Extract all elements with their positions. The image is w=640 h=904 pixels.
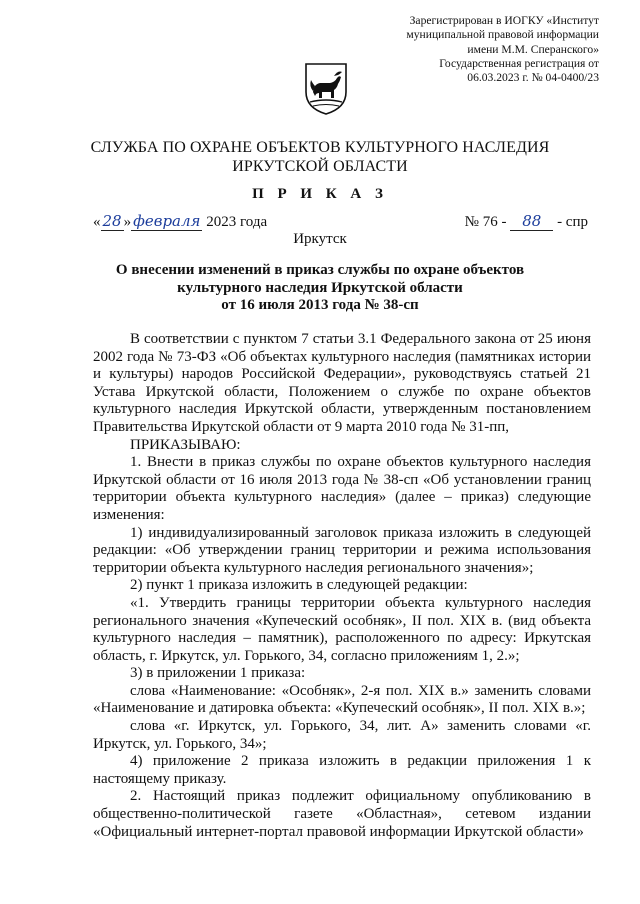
number-prefix: № 76 -: [464, 214, 507, 230]
document-number: [465, 212, 588, 231]
subitem-2: 2) пункт 1 приказа изложить в следующей редакции:: [130, 577, 468, 594]
title-line: О внесении изменений в приказ службы по охране объектов: [115, 262, 525, 278]
document-city: Иркутск: [293, 231, 347, 247]
date-quote-close: »: [123, 214, 132, 230]
subitem-3-change-2: слова «г. Иркутск, ул. Горького, 34, лит. А» заменить словами «г. Иркутск, ул. Горького, 34»;: [93, 718, 591, 752]
document-date: [93, 212, 267, 231]
organization-line: ИРКУТСКОЙ ОБЛАСТИ: [232, 158, 408, 175]
registration-line: 06.03.2023 г. № 04-0400/23: [467, 71, 599, 85]
registration-line: Зарегистрирован в ИОГКУ «Институт: [409, 14, 599, 27]
number-handwritten: 88: [510, 212, 553, 231]
registration-line: муниципальной правовой информации: [406, 28, 599, 42]
subitem-2-text: «1. Утвердить границы территории объекта культурного наследия регионального значения «Купеческий особняк», II пол. XIX в. (вид объекта культурного наследия – памятник), расположенного по адресу: Иркутская область, г. Иркутск, ул. Горького, 34, согласно приложениям 1, 2.»;: [93, 594, 591, 664]
preamble-paragraph: В соответствии с пунктом 7 статьи 3.1 Федерального закона от 25 июня 2002 года № 73-ФЗ «Об объектах культурного наследия (памятниках истории и культуры) народов Российской Федерации», руководствуясь статьей 21 Устава Иркутской области, Положением о службе по охране объектов культурного наследия Иркутской области, утвержденным постановлением Правительства Иркутской области от 9 марта 2010 года № 31-пп,: [93, 331, 591, 435]
document-body: [93, 331, 591, 841]
organization-line: СЛУЖБА ПО ОХРАНЕ ОБЪЕКТОВ КУЛЬТУРНОГО НАСЛЕДИЯ: [90, 139, 550, 156]
order-keyword: ПРИКАЗЫВАЮ:: [130, 436, 241, 453]
title-line: культурного наследия Иркутской области: [177, 279, 463, 296]
registration-line: Государственная регистрация от: [439, 56, 599, 70]
date-year: 2023 года: [206, 214, 268, 230]
registration-stamp: [379, 14, 599, 85]
title-line: от 16 июля 2013 года № 38-сп: [221, 297, 419, 313]
paragraph-item-2: 2. Настоящий приказ подлежит официальному опубликованию в общественно-политической газете «Областная», сетевом издании «Официальный интернет-портал правовой информации Иркутской области»: [93, 788, 591, 840]
subitem-3: 3) в приложении 1 приказа:: [130, 665, 306, 682]
subitem-3-change-1: слова «Наименование: «Особняк», 2-я пол. XIX в.» заменить словами «Наименование и датировка объекта: «Купеческий особняк», II пол. XIX в.»;: [93, 682, 591, 717]
organization-name: [0, 138, 640, 176]
number-suffix: - спр: [557, 214, 588, 230]
date-quote-open: «: [93, 214, 101, 230]
subitem-1: 1) индивидуализированный заголовок приказа изложить в следующей редакции: «Об утверждении границ территории и режима использования территории объекта культурного наследия регионального значения»;: [93, 524, 591, 576]
subitem-4: 4) приложение 2 приказа изложить в редакции приложения 1 к настоящему приказу.: [93, 753, 591, 787]
registration-line: имени М.М. Сперанского»: [467, 42, 599, 56]
irkutsk-coat-of-arms-icon: [304, 62, 348, 116]
document-title: [0, 262, 640, 315]
paragraph-item-1: 1. Внести в приказ службы по охране объектов культурного наследия Иркутской области от 16 июля 2013 года № 38-сп «Об установлении границ территории объекта культурного наследия» (далее – приказ) следующие изменения:: [93, 454, 591, 523]
date-month-handwritten: февраля: [133, 212, 201, 230]
document-type: П Р И К А З: [252, 186, 388, 202]
date-day-handwritten: 28: [102, 212, 122, 230]
